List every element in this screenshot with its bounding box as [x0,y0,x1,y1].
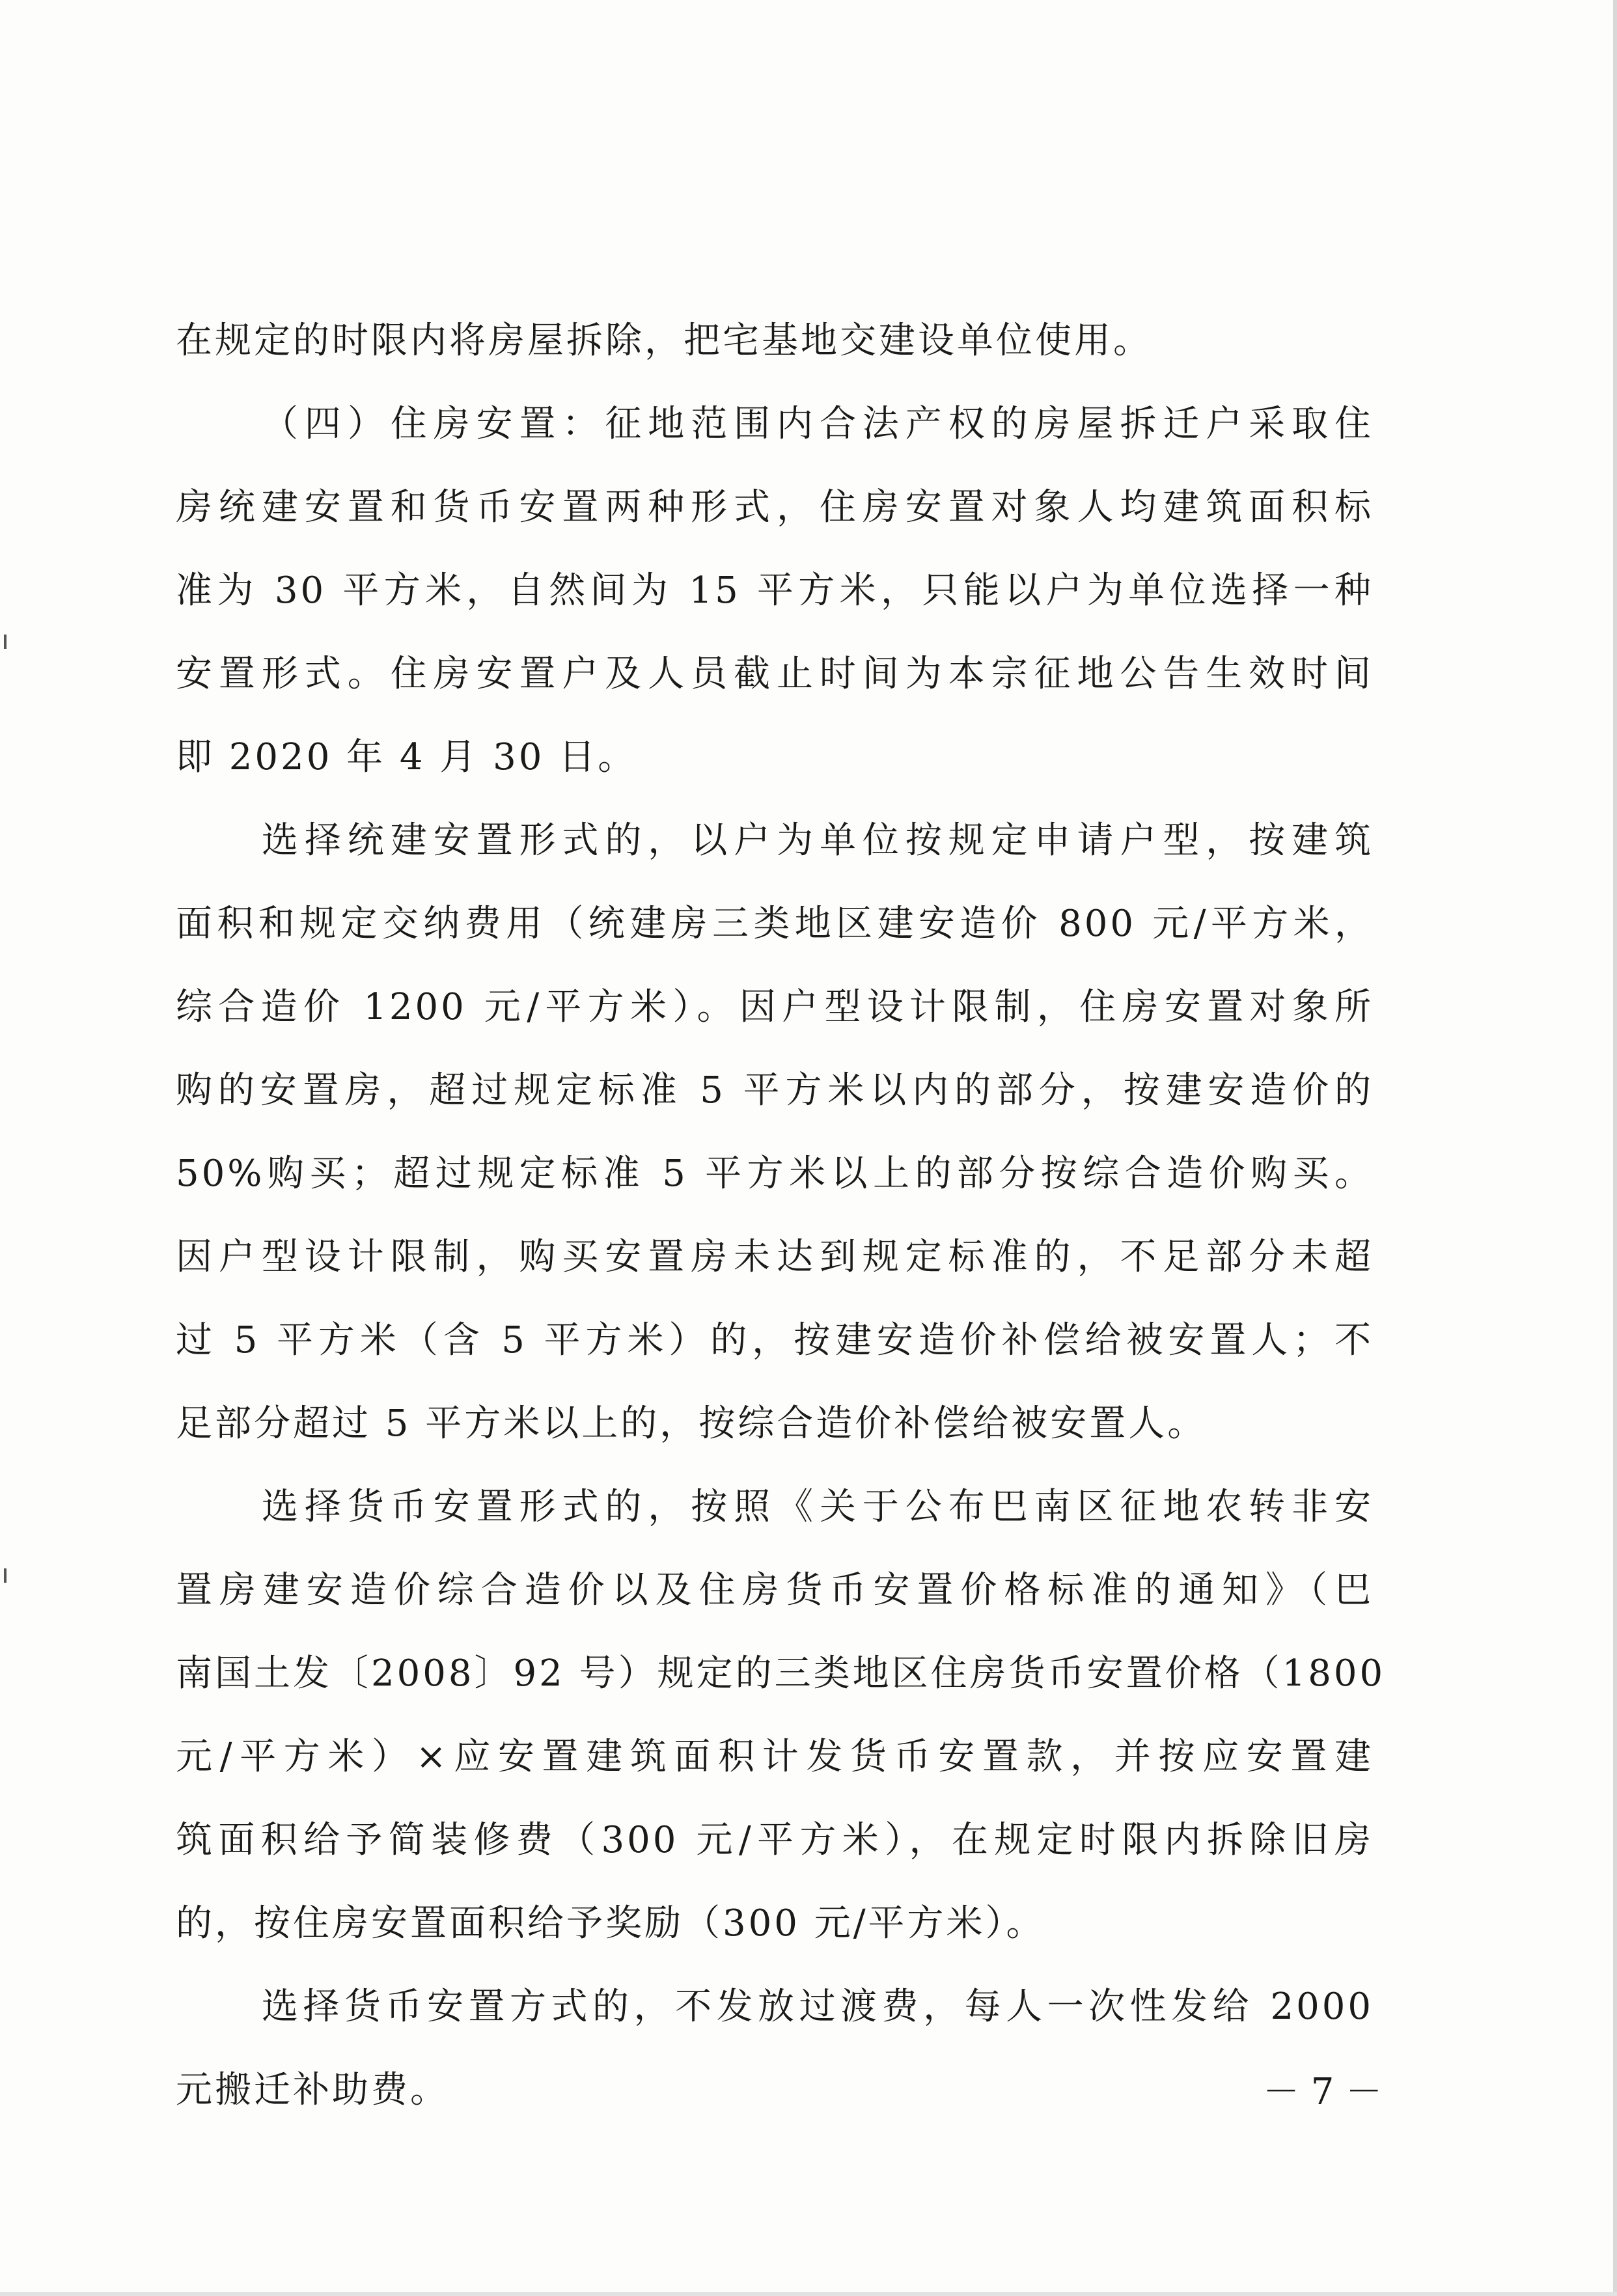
document-body [176,299,1386,2132]
paragraph-line: （四）住房安置：征地范围内合法产权的房屋拆迁户采取住 [262,403,1374,445]
paragraph-line: 房统建安置和货币安置两种形式，住房安置对象人均建筑面积标 [176,486,1374,528]
scan-edge-bottom [0,2292,1617,2296]
paragraph-line: 选择货币安置方式的，不发放过渡费，每人一次性发给 2000 [262,1986,1374,2028]
paragraph-line: 筑面积给予简装修费（300 元/平方米），在规定时限内拆除旧房 [176,1819,1374,1861]
scan-mark [4,635,7,649]
paragraph-line: 选择货币安置形式的，按照《关于公布巴南区征地农转非安 [262,1486,1374,1528]
scan-mark [4,1568,7,1583]
paragraph-line: 过 5 平方米（含 5 平方米）的，按建安造价补偿给被安置人；不 [176,1319,1374,1361]
paragraph-line: 准为 30 平方米，自然间为 15 平方米，只能以户为单位选择一种 [176,569,1374,612]
paragraph-line: 置房建安造价综合造价以及住房货币安置价格标准的通知》（巴 [176,1569,1374,1611]
paragraph-line: 在规定的时限内将房屋拆除，把宅基地交建设单位使用。 [176,320,1152,362]
page-number: － 7 － [1263,2071,1383,2113]
paragraph-line: 面积和规定交纳费用（统建房三类地区建安造价 800 元/平方米， [176,903,1374,945]
paragraph-line: 安置形式。住房安置户及人员截止时间为本宗征地公告生效时间 [176,653,1374,695]
paragraph-line: 即 2020 年 4 月 30 日。 [176,736,637,778]
paragraph-line: 综合造价 1200 元/平方米）。因户型设计限制，住房安置对象所 [176,986,1374,1028]
scan-edge-right [1613,0,1617,2296]
paragraph-line: 足部分超过 5 平方米以上的，按综合造价补偿给被安置人。 [176,1402,1207,1445]
paragraph-line: 50%购买；超过规定标准 5 平方米以上的部分按综合造价购买。 [176,1153,1374,1195]
paragraph-line: 的，按住房安置面积给予奖励（300 元/平方米）。 [176,1902,1045,1945]
paragraph-line: 元搬迁补助费。 [176,2069,449,2111]
paragraph-line: 因户型设计限制，购买安置房未达到规定标准的，不足部分未超 [176,1236,1374,1278]
paragraph-line: 元/平方米）×应安置建筑面积计发货币安置款，并按应安置建 [176,1736,1374,1778]
paragraph-line: 购的安置房，超过规定标准 5 平方米以内的部分，按建安造价的 [176,1069,1374,1112]
paragraph-line: 选择统建安置形式的，以户为单位按规定申请户型，按建筑 [262,819,1374,862]
paragraph-line: 南国土发〔2008〕92 号）规定的三类地区住房货币安置价格（1800 [176,1652,1386,1695]
